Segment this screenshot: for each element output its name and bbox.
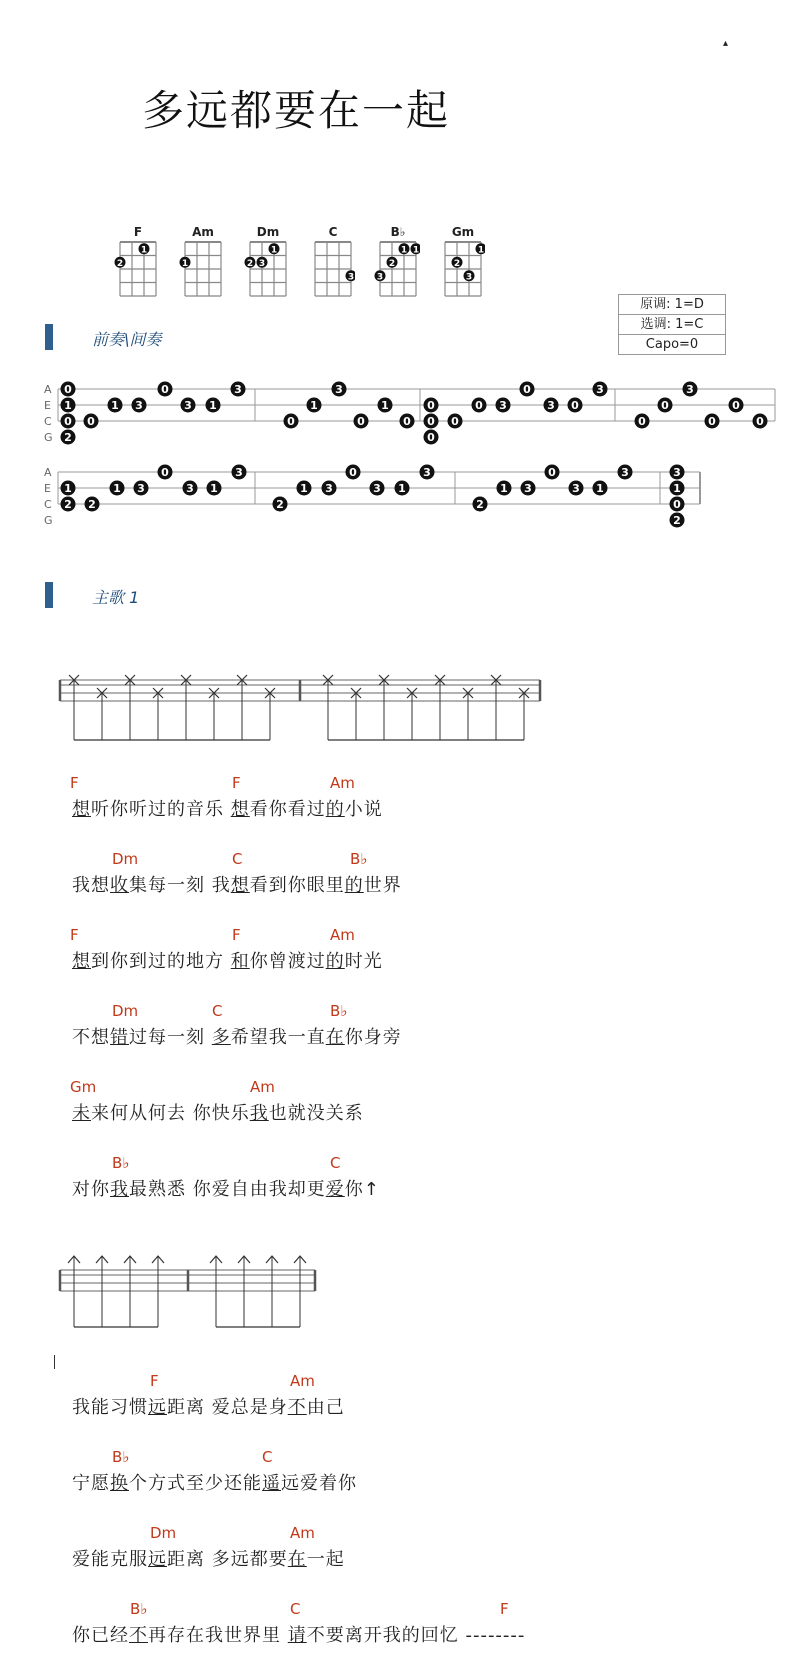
tab-note (424, 430, 439, 445)
section-title-verse: 主歌 1 (92, 588, 140, 607)
finger-dot (257, 257, 268, 269)
svg-text:1: 1 (398, 482, 406, 495)
finger-dot (180, 257, 191, 269)
finger-dot (139, 243, 150, 255)
svg-text:3: 3 (258, 258, 266, 269)
svg-text:0: 0 (732, 399, 740, 412)
string-label: A (44, 466, 52, 479)
svg-text:2: 2 (476, 498, 484, 511)
svg-text:2: 2 (246, 258, 254, 269)
chord-label: Am (330, 926, 355, 944)
chord-label: Dm (150, 1524, 177, 1542)
svg-text:0: 0 (673, 498, 681, 511)
svg-text:3: 3 (596, 383, 604, 396)
chord-label: Dm (112, 1002, 139, 1020)
chosen-key: 选调: 1=C (619, 315, 725, 335)
svg-text:3: 3 (524, 482, 532, 495)
tab-note (61, 481, 76, 496)
chord-label: B♭ (112, 1154, 130, 1172)
lyric-line: 想听你听过的音乐 想看你看过的小说 (72, 799, 383, 820)
tab-note (729, 398, 744, 413)
tab-note (158, 465, 173, 480)
tab-note (370, 481, 385, 496)
strum-x (153, 688, 163, 740)
svg-text:2: 2 (453, 258, 461, 269)
text-cursor (54, 1355, 55, 1369)
lyric-line: 我想收集每一刻 我想看到你眼里的世界 (72, 875, 402, 896)
tab-note (307, 398, 322, 413)
tab-note (181, 398, 196, 413)
strum-x (519, 688, 529, 740)
tab-note (618, 465, 633, 480)
chord-diagram-name: B♭ (390, 225, 406, 239)
tab-note (521, 481, 536, 496)
svg-text:1: 1 (270, 245, 278, 256)
lyric-line: 我能习惯远距离 爱总是身不由己 (72, 1397, 345, 1418)
string-label: C (44, 498, 52, 511)
tab-note (670, 513, 685, 528)
original-key: 原调: 1=D (619, 295, 725, 315)
tab-note (705, 414, 720, 429)
tab-note (134, 481, 149, 496)
chord-label: C (330, 1154, 341, 1172)
svg-text:0: 0 (87, 415, 95, 428)
svg-text:1: 1 (596, 482, 604, 495)
chord-label: Am (290, 1524, 315, 1542)
chord-fretboard (240, 240, 290, 300)
string-label: G (44, 431, 53, 444)
svg-text:3: 3 (335, 383, 343, 396)
tab-note (520, 382, 535, 397)
chord-label: Am (290, 1372, 315, 1390)
tab-note (206, 398, 221, 413)
tab-note (132, 398, 147, 413)
svg-text:0: 0 (523, 383, 531, 396)
capo: Capo=0 (645, 337, 699, 352)
svg-text:0: 0 (661, 399, 669, 412)
svg-text:1: 1 (140, 245, 148, 256)
tab-note (61, 497, 76, 512)
strum-x (407, 688, 417, 740)
chord-label: Dm (112, 850, 139, 868)
tab-note (753, 414, 768, 429)
svg-text:3: 3 (325, 482, 333, 495)
svg-text:3: 3 (347, 272, 355, 283)
tab-note (544, 398, 559, 413)
svg-text:1: 1 (412, 245, 420, 256)
tab-note (472, 398, 487, 413)
tab-note (670, 481, 685, 496)
tab-note (424, 398, 439, 413)
tab-note (207, 481, 222, 496)
chord-label: C (232, 850, 243, 868)
chord-diagram-name: Gm (451, 225, 475, 239)
tab-note (284, 414, 299, 429)
svg-text:2: 2 (64, 498, 72, 511)
chord-label: C (262, 1448, 273, 1466)
svg-text:3: 3 (186, 482, 194, 495)
section-marker-verse (45, 582, 53, 608)
chord-label: F (232, 774, 241, 792)
strum-x (209, 688, 219, 740)
tab-note (670, 465, 685, 480)
strum-x (97, 688, 107, 740)
string-label: G (44, 514, 53, 527)
svg-text:0: 0 (451, 415, 459, 428)
svg-text:1: 1 (113, 482, 121, 495)
svg-text:3: 3 (376, 272, 384, 283)
svg-text:0: 0 (64, 415, 72, 428)
svg-text:1: 1 (181, 258, 189, 269)
tab-note (158, 382, 173, 397)
svg-text:3: 3 (373, 482, 381, 495)
tab-note (322, 481, 337, 496)
chord-label: B♭ (112, 1448, 130, 1466)
svg-text:3: 3 (137, 482, 145, 495)
svg-text:0: 0 (403, 415, 411, 428)
tab-note (231, 382, 246, 397)
finger-dot (269, 243, 280, 255)
svg-text:3: 3 (547, 399, 555, 412)
finger-dot (115, 257, 126, 269)
svg-text:0: 0 (161, 383, 169, 396)
finger-dot (411, 243, 421, 255)
lyric-line: 爱能克服远距离 多远都要在一起 (72, 1549, 345, 1570)
tab-note (61, 414, 76, 429)
svg-text:2: 2 (64, 431, 72, 444)
svg-text:0: 0 (357, 415, 365, 428)
tab-note (61, 430, 76, 445)
tab-note (108, 398, 123, 413)
string-label: E (44, 399, 51, 412)
svg-text:0: 0 (638, 415, 646, 428)
svg-text:0: 0 (161, 466, 169, 479)
svg-text:1: 1 (111, 399, 119, 412)
finger-dot (399, 243, 410, 255)
chord-fretboard (305, 240, 355, 300)
tab-note (683, 382, 698, 397)
tab-staff-2 (0, 455, 800, 545)
chord-fretboard (110, 240, 160, 300)
rhythm-pattern-2 (0, 1245, 800, 1335)
corner-mark: ▴ (723, 38, 729, 49)
chord-diagram-name: C (328, 225, 338, 239)
tab-note (424, 414, 439, 429)
lyric-line: 你已经不再存在我世界里 请不要离开我的回忆 -------- (72, 1625, 526, 1646)
finger-dot (387, 257, 398, 269)
string-label: A (44, 383, 52, 396)
tab-note (85, 497, 100, 512)
svg-text:2: 2 (388, 258, 396, 269)
svg-text:3: 3 (621, 466, 629, 479)
svg-text:3: 3 (686, 383, 694, 396)
tab-note (497, 481, 512, 496)
finger-dot (346, 270, 356, 282)
string-label: C (44, 415, 52, 428)
svg-text:3: 3 (465, 272, 473, 283)
section-title-intro: 前奏\间奏 (92, 330, 162, 349)
svg-text:2: 2 (88, 498, 96, 511)
svg-text:1: 1 (209, 399, 217, 412)
tab-note (496, 398, 511, 413)
lyric-line: 想到你到过的地方 和你曾渡过的时光 (72, 951, 383, 972)
chord-label: B♭ (350, 850, 368, 868)
finger-dot (245, 257, 256, 269)
section-marker-intro (45, 324, 53, 350)
tab-note (378, 398, 393, 413)
svg-text:0: 0 (571, 399, 579, 412)
chord-label: F (70, 926, 79, 944)
tab-note (61, 398, 76, 413)
svg-text:0: 0 (708, 415, 716, 428)
tab-note (346, 465, 361, 480)
chord-label: B♭ (330, 1002, 348, 1020)
svg-text:1: 1 (477, 245, 485, 256)
key-info-box (618, 294, 726, 355)
strum-x (351, 688, 361, 740)
tab-note (84, 414, 99, 429)
svg-text:3: 3 (235, 466, 243, 479)
svg-text:1: 1 (300, 482, 308, 495)
tab-note (395, 481, 410, 496)
chord-label: F (500, 1600, 509, 1618)
svg-text:2: 2 (673, 514, 681, 527)
svg-text:1: 1 (64, 482, 72, 495)
song-title: 多远都要在一起 (142, 86, 451, 135)
tab-note (473, 497, 488, 512)
lyric-line: 宁愿换个方式至少还能遥远爱着你 (72, 1473, 357, 1494)
tab-note (593, 382, 608, 397)
chord-fretboard (435, 240, 485, 300)
string-label: E (44, 482, 51, 495)
tab-note (569, 481, 584, 496)
svg-text:1: 1 (673, 482, 681, 495)
svg-text:1: 1 (64, 399, 72, 412)
svg-text:0: 0 (64, 383, 72, 396)
svg-text:0: 0 (548, 466, 556, 479)
tab-note (593, 481, 608, 496)
chord-fretboard (175, 240, 225, 300)
chord-label: C (212, 1002, 223, 1020)
svg-text:2: 2 (276, 498, 284, 511)
lyric-line: 未来何从何去 你快乐我也就没关系 (72, 1103, 364, 1124)
tab-note (568, 398, 583, 413)
finger-dot (452, 257, 463, 269)
chord-fretboard (370, 240, 420, 300)
tab-note (448, 414, 463, 429)
lyric-line: 对你我最熟悉 你爱自由我却更爱你↑ (72, 1179, 380, 1200)
svg-text:0: 0 (427, 431, 435, 444)
chord-label: Am (250, 1078, 275, 1096)
finger-dot (476, 243, 486, 255)
tab-note (545, 465, 560, 480)
tab-note (232, 465, 247, 480)
tab-note (420, 465, 435, 480)
svg-text:3: 3 (499, 399, 507, 412)
chord-label: B♭ (130, 1600, 148, 1618)
tab-note (670, 497, 685, 512)
chord-label: Gm (70, 1078, 97, 1096)
chord-diagram-name: Dm (256, 225, 280, 239)
svg-text:0: 0 (287, 415, 295, 428)
tab-staff-1 (0, 372, 800, 462)
tab-note (61, 382, 76, 397)
chord-label: F (70, 774, 79, 792)
svg-text:1: 1 (210, 482, 218, 495)
tab-note (658, 398, 673, 413)
tab-note (332, 382, 347, 397)
svg-text:1: 1 (400, 245, 408, 256)
finger-dot (464, 270, 475, 282)
svg-text:0: 0 (427, 399, 435, 412)
chord-diagram-name: Am (192, 225, 214, 239)
strum-x (265, 688, 275, 740)
tab-note (400, 414, 415, 429)
tab-note (183, 481, 198, 496)
svg-text:1: 1 (500, 482, 508, 495)
rhythm-pattern-1 (0, 655, 800, 745)
lyric-line: 不想错过每一刻 多希望我一直在你身旁 (72, 1027, 402, 1048)
svg-text:1: 1 (381, 399, 389, 412)
chord-label: Am (330, 774, 355, 792)
tab-note (110, 481, 125, 496)
svg-text:3: 3 (673, 466, 681, 479)
chord-label: F (232, 926, 241, 944)
svg-text:3: 3 (572, 482, 580, 495)
svg-text:0: 0 (475, 399, 483, 412)
svg-text:3: 3 (135, 399, 143, 412)
svg-text:0: 0 (756, 415, 764, 428)
tab-note (297, 481, 312, 496)
svg-text:3: 3 (234, 383, 242, 396)
chord-label: F (150, 1372, 159, 1390)
svg-text:1: 1 (310, 399, 318, 412)
finger-dot (375, 270, 386, 282)
chord-label: C (290, 1600, 301, 1618)
strum-x (463, 688, 473, 740)
svg-text:3: 3 (423, 466, 431, 479)
tab-note (273, 497, 288, 512)
chord-diagram-name: F (133, 225, 143, 239)
svg-text:0: 0 (427, 415, 435, 428)
svg-text:3: 3 (184, 399, 192, 412)
tab-note (354, 414, 369, 429)
svg-text:2: 2 (116, 258, 124, 269)
svg-text:0: 0 (349, 466, 357, 479)
tab-note (635, 414, 650, 429)
